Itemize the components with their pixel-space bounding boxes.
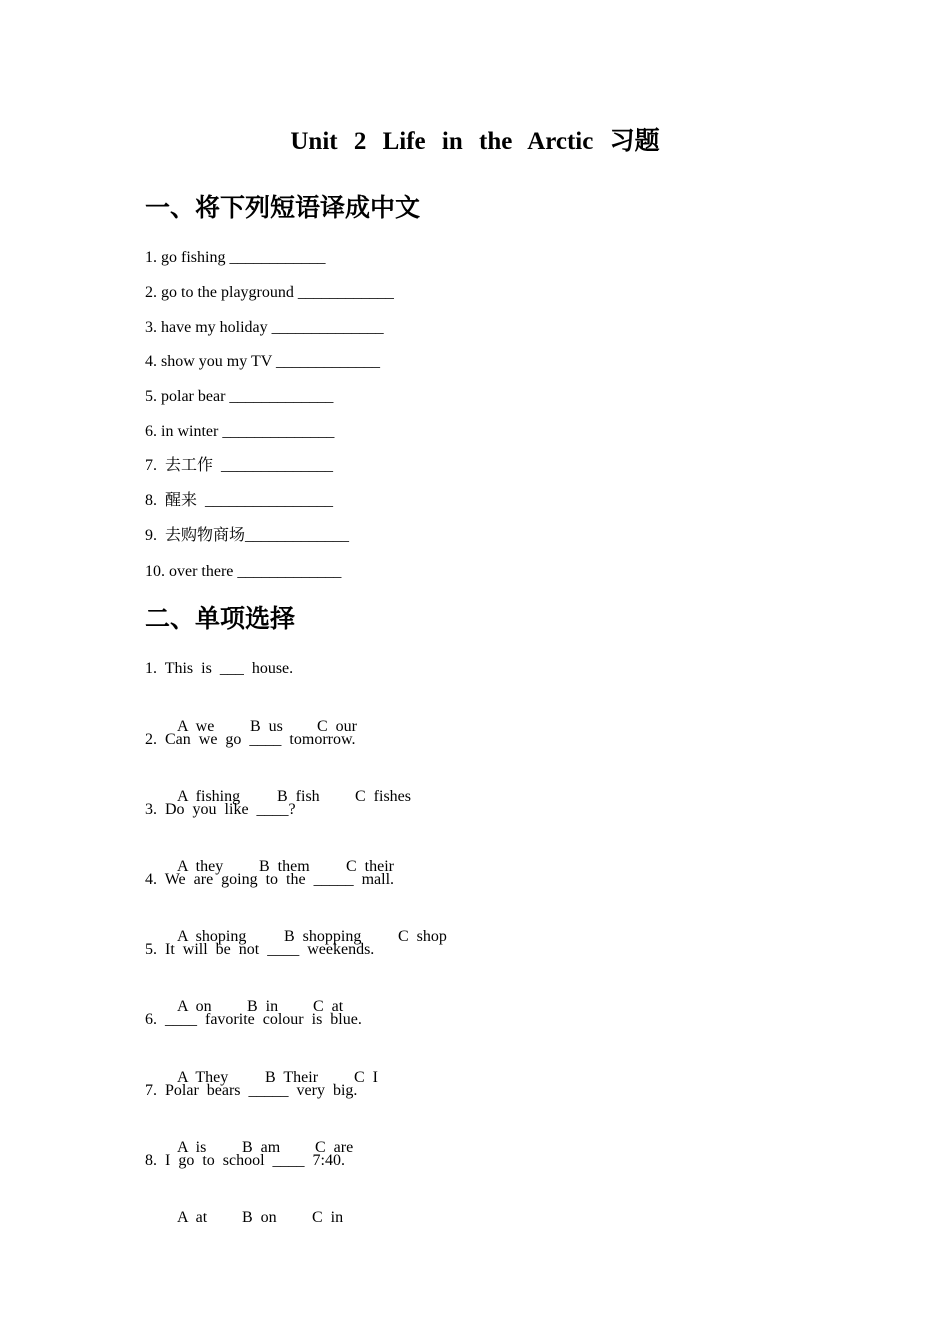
page-title: Unit 2 Life in the Arctic 习题: [290, 128, 660, 155]
option-b: B us: [250, 718, 283, 735]
phrase-item: 3. have my holiday ______________: [145, 319, 384, 336]
option-a: A fishing: [177, 788, 241, 805]
section-heading-translate: 一、将下列短语译成中文: [145, 193, 421, 222]
option-b: B in: [247, 998, 279, 1015]
question-text: 3. Do you like ____?: [145, 801, 296, 818]
option-b: B am: [242, 1139, 281, 1156]
option-b: B them: [259, 858, 310, 875]
option-a: A they: [177, 858, 224, 875]
option-a: A on: [177, 998, 212, 1015]
option-a: A is: [177, 1139, 207, 1156]
answer-options: [161, 1185, 343, 1251]
option-a: A at: [177, 1209, 208, 1226]
option-c: C shop: [398, 928, 447, 945]
question-text: 2. Can we go ____ tomorrow.: [145, 731, 356, 748]
question-text: 6. ____ favorite colour is blue.: [145, 1011, 362, 1028]
option-c: C I: [354, 1069, 378, 1086]
option-c: C are: [315, 1139, 354, 1156]
phrase-item: 5. polar bear _____________: [145, 388, 334, 405]
question-text: 4. We are going to the _____ mall.: [145, 871, 395, 888]
phrase-item: 2. go to the playground ____________: [145, 284, 394, 301]
question-text: 5. It will be not ____ weekends.: [145, 941, 375, 958]
option-c: C our: [317, 718, 357, 735]
option-a: A shoping: [177, 928, 247, 945]
option-b: B shopping: [284, 928, 362, 945]
option-b: B fish: [277, 788, 320, 805]
phrase-item: 6. in winter ______________: [145, 423, 335, 440]
option-c: C fishes: [355, 788, 411, 805]
question-text: 7. Polar bears _____ very big.: [145, 1082, 358, 1099]
option-b: B on: [242, 1209, 277, 1226]
question-text: 1. This is ___ house.: [145, 660, 294, 677]
phrase-item: 7. 去工作 ______________: [145, 457, 334, 474]
phrase-item: 1. go fishing ____________: [145, 249, 326, 266]
option-a: A we: [177, 718, 215, 735]
phrase-item: 4. show you my TV _____________: [145, 353, 380, 370]
option-c: C at: [313, 998, 344, 1015]
question-text: 8. I go to school ____ 7:40.: [145, 1152, 345, 1169]
option-c: C in: [312, 1209, 344, 1226]
section-heading-choice: 二、单项选择: [145, 604, 296, 633]
phrase-item: 8. 醒来 ________________: [145, 492, 334, 509]
option-a: A They: [177, 1069, 229, 1086]
option-b: B Their: [265, 1069, 319, 1086]
phrase-item: 10. over there _____________: [145, 563, 342, 580]
option-c: C their: [346, 858, 394, 875]
phrase-item: 9. 去购物商场_____________: [145, 527, 350, 544]
